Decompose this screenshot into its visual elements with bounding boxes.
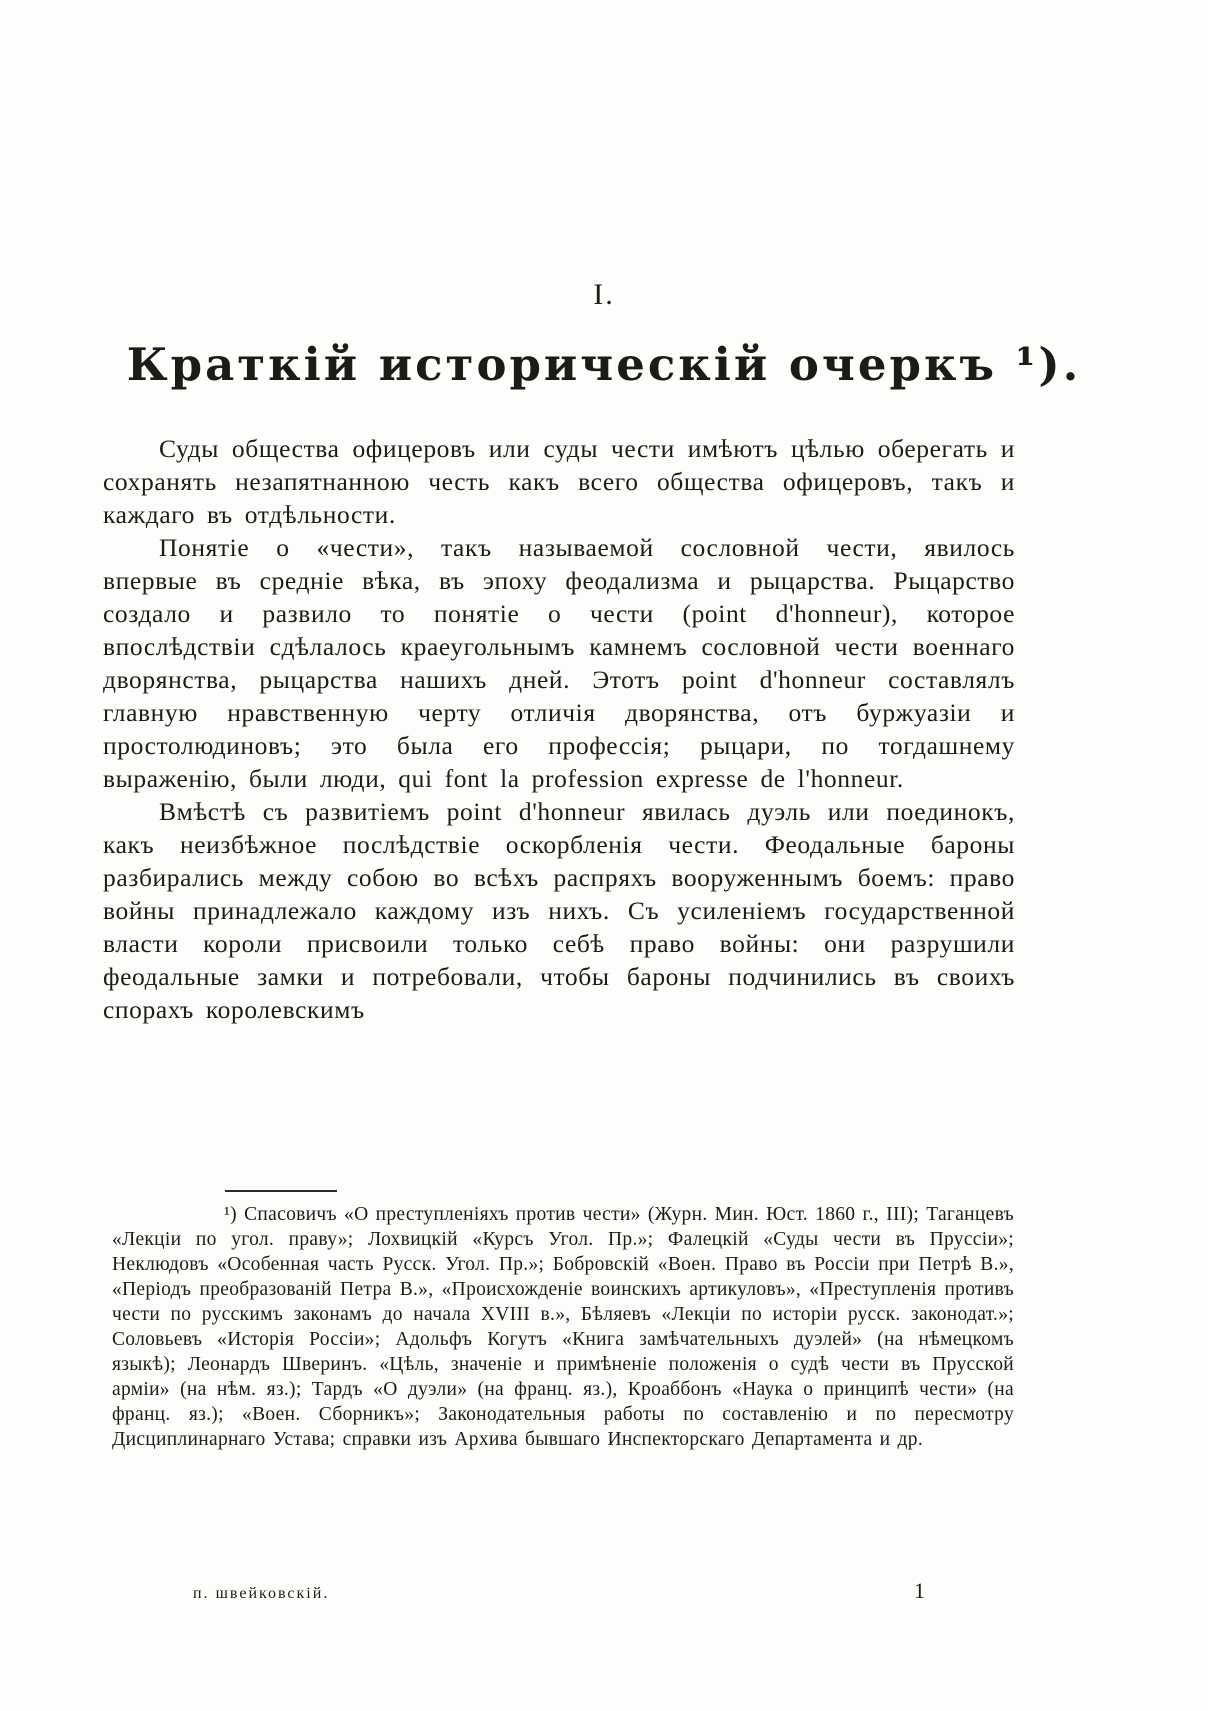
paragraph-2: Понятіе о «чести», такъ называемой сословной чести, явилось впервые въ средніе вѣка, въ эпоху феодализма и рыцарства. Рыцарство создало и развило то понятіе о чести (point d'honneur), которое впослѣдствіи сдѣлалось краеугольнымъ камнемъ сословной чести военнаго дворянства, рыцарства нашихъ дней. Этотъ point d'honneur составлялъ главную нравственную черту отличія дворянства, отъ буржуазіи и простолюдиновъ; это была его профессія; рыцари, по тогдашнему выраженію, были люди, qui font la profession expresse de l'honneur. [103,533,1015,793]
page-title: Краткій историческій очеркъ ¹). [126,338,1082,391]
chapter-number: I. [593,278,615,311]
printer-signature: п. швейковскій. [193,1585,330,1602]
page-number: 1 [914,1578,925,1603]
page-footer [103,1578,1015,1604]
paragraph-1: Суды общества офицеровъ или суды чести имѣютъ цѣлью оберегать и сохранять незапятнанною честь какъ всего общества офицеровъ, такъ и каждаго въ отдѣльности. [103,434,1015,529]
body-text [103,432,1015,1026]
footnote-divider [225,1190,337,1192]
footnote: ¹) Спасовичъ «О преступленіяхъ против чести» (Журн. Мин. Юст. 1860 г., III); Таганцевъ «Лекціи по угол. праву»; Лохвицкій «Курсъ Угол. Пр.»; Фалецкій «Суды чести въ Пруссіи»; Неклюдовъ «Особенная часть Русск. Угол. Пр.»; Бобровскій «Воен. Право въ Россіи при Петрѣ В.», «Періодъ преобразованій Петра В.», «Происхожденіе воинскихъ артикуловъ», «Преступленія противъ чести по русскимъ законамъ до начала XVIII в.», Бѣляевъ «Лекціи по исторіи русск. законодат.»; Соловьевъ «Исторія Россіи»; Адольфъ Когутъ «Книга замѣчательныхъ дуэлей» (на нѣмецкомъ языкѣ); Леонардъ Шверинъ. «Цѣль, значеніе и примѣненіе положенія о судѣ чести въ Прусской арміи» (на нѣм. яз.); Тардъ «О дуэли» (на франц. яз.), Кроаббонъ «Наука о принципѣ чести» (на франц. яз.); «Воен. Сборникъ»; Законодательныя работы по составленію и по пересмотру Дисциплинарнаго Устава; справки изъ Архива бывшаго Инспекторскаго Департамента и др. [112,1204,1014,1450]
paragraph-3: Вмѣстѣ съ развитіемъ point d'honneur явилась дуэль или поединокъ, какъ неизбѣжное послѣдствіе оскорбленія чести. Феодальные бароны разбирались между собою во всѣхъ распряхъ вооруженнымъ боемъ: право войны принадлежало каждому изъ нихъ. Съ усиленіемъ государственной власти короли присвоили только себѣ право войны: они разрушили феодальные замки и потребовали, чтобы бароны подчинились въ своихъ спорахъ королевскимъ [103,797,1015,1024]
